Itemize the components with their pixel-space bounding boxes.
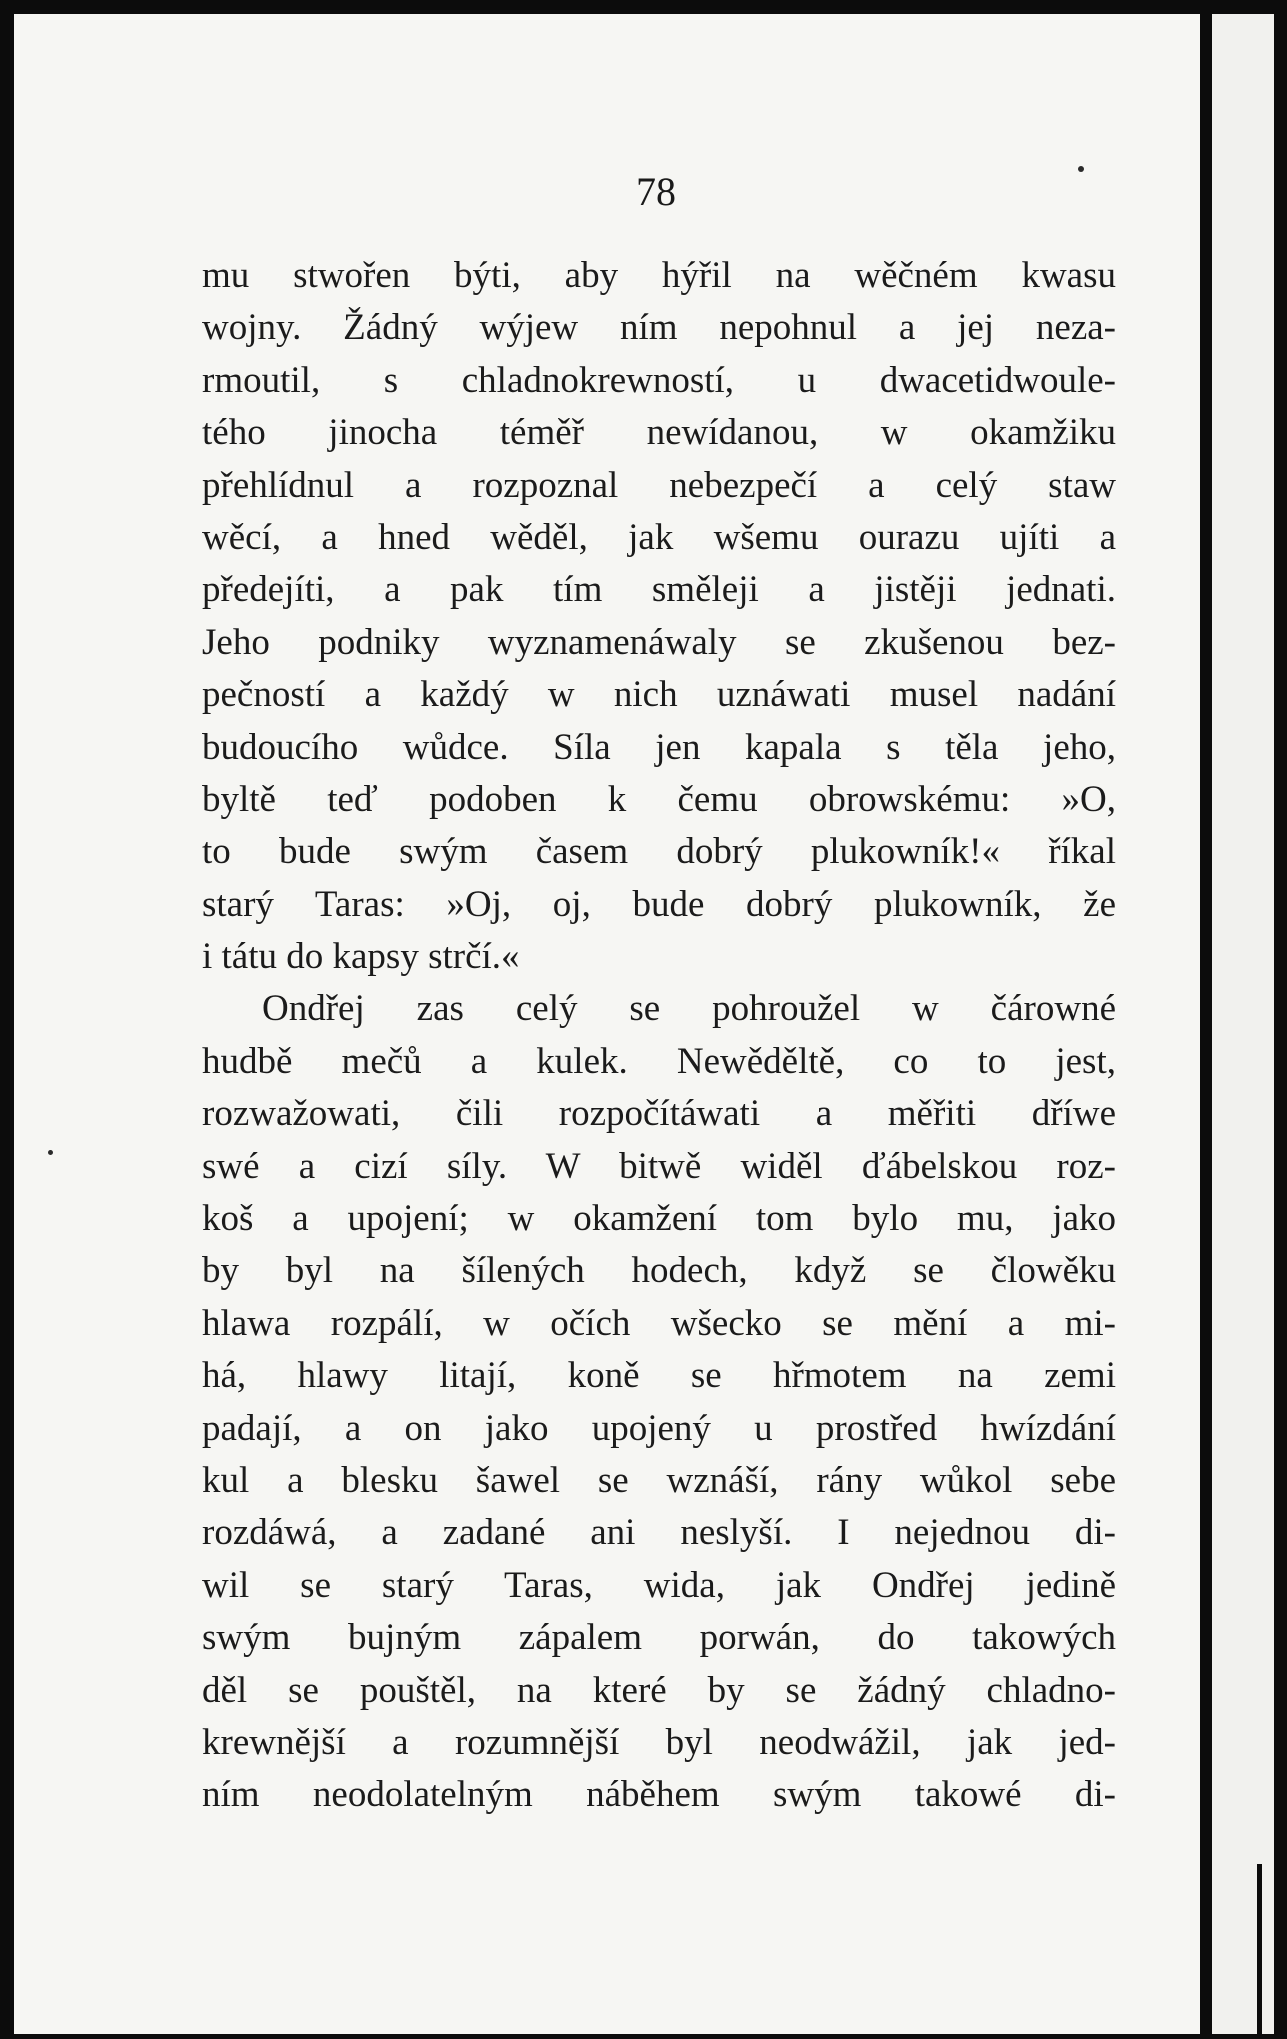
text-line: ním neodolatelným náběhem swým takowé di-	[202, 1774, 1116, 1816]
text-line: přehlídnul a rozpoznal nebezpečí a celý staw	[202, 464, 1116, 506]
text-line: tého jinocha téměř newídanou, w okamžiku	[202, 412, 1116, 454]
text-line: krewnější a rozumnější byl neodwážil, jak jed-	[202, 1721, 1116, 1763]
print-speck	[48, 1150, 53, 1155]
text-line: kul a blesku šawel se wznáší, rány wůkol sebe	[202, 1459, 1116, 1501]
text-line: rmoutil, s chladnokrewností, u dwacetidwoule-	[202, 359, 1116, 401]
adjacent-page-edge	[1212, 14, 1274, 2034]
text-line: há, hlawy litají, koně se hřmotem na zemi	[202, 1355, 1116, 1397]
text-line: to bude swým časem dobrý plukowník!« říkal	[202, 831, 1116, 873]
text-line: wojny. Žádný wýjew ním nepohnul a jej neza-	[202, 307, 1116, 349]
text-line: by byl na šílených hodech, když se člowěku	[202, 1250, 1116, 1292]
text-line: swým bujným zápalem porwán, do takowých	[202, 1617, 1116, 1659]
text-line: byltě teď podoben k čemu obrowskému: »O,	[202, 778, 1116, 820]
text-line: padají, a on jako upojený u prostřed hwízdání	[202, 1407, 1116, 1449]
text-line: koš a upojení; w okamžení tom bylo mu, jako	[202, 1198, 1116, 1240]
text-line: rozdáwá, a zadané ani neslyší. I nejednou di-	[202, 1512, 1116, 1554]
text-line: mu stwořen býti, aby hýřil na wěčném kwasu	[202, 255, 1116, 296]
text-line: hlawa rozpálí, w očích wšecko se mění a mi-	[202, 1302, 1116, 1344]
text-line: wil se starý Taras, wida, jak Ondřej jedině	[202, 1564, 1116, 1606]
paragraph-end-line: i tátu do kapsy strčí.«	[202, 936, 520, 978]
text-line: hudbě mečů a kulek. Newěděltě, co to jest,	[202, 1040, 1116, 1082]
text-line: Jeho podniky wyznamenáwaly se zkušenou bez-	[202, 621, 1116, 663]
page-gutter	[1200, 0, 1212, 2039]
body-text	[202, 250, 1116, 1822]
text-line: děl se pouštěl, na které by se žádný chladno-	[202, 1669, 1116, 1711]
paragraph-start-line: Ondřej zas celý se pohroužel w čárowné	[262, 988, 1116, 1030]
adjacent-page-mark	[1257, 1864, 1262, 2039]
text-line: předejíti, a pak tím směleji a jistěji jednati.	[202, 569, 1116, 611]
text-line: swé a cizí síly. W bitwě widěl ďábelskou roz-	[202, 1145, 1116, 1187]
text-line: rozwažowati, čili rozpočítáwati a měřiti dříwe	[202, 1093, 1116, 1135]
text-line: budoucího wůdce. Síla jen kapala s těla jeho,	[202, 726, 1116, 768]
page-number: 78	[636, 169, 676, 214]
text-line: wěcí, a hned wěděl, jak wšemu ourazu ujíti a	[202, 516, 1116, 558]
text-line: pečností a každý w nich uznáwati musel nadání	[202, 674, 1116, 716]
text-line: starý Taras: »Oj, oj, bude dobrý plukowník, že	[202, 883, 1116, 925]
